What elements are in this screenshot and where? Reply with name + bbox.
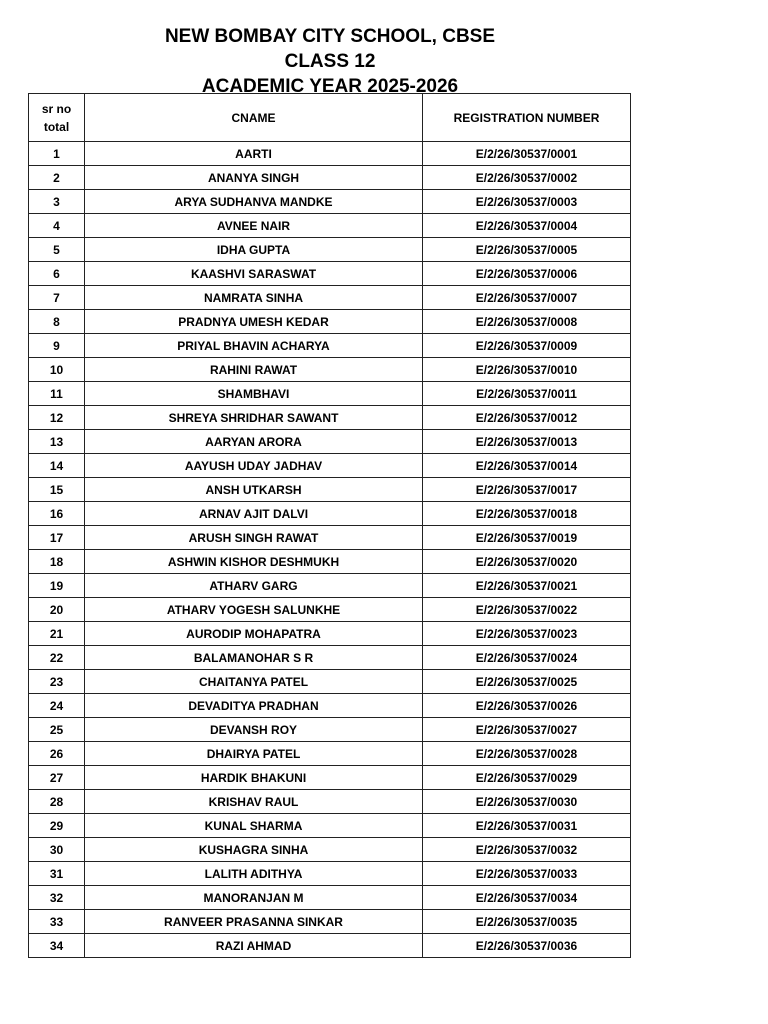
registration-number-cell: E/2/26/30537/0003 — [423, 190, 631, 214]
document-header — [130, 24, 530, 99]
sr-no-cell: 30 — [29, 838, 85, 862]
registration-number-cell: E/2/26/30537/0035 — [423, 910, 631, 934]
class-title: CLASS 12 — [284, 51, 376, 72]
name-cell: DHAIRYA PATEL — [85, 742, 423, 766]
name-cell: LALITH ADITHYA — [85, 862, 423, 886]
registration-number-cell: E/2/26/30537/0031 — [423, 814, 631, 838]
table-row — [29, 598, 631, 622]
table-row — [29, 742, 631, 766]
sr-no-cell: 34 — [29, 934, 85, 958]
sr-no-cell: 19 — [29, 574, 85, 598]
registration-number-cell: E/2/26/30537/0020 — [423, 550, 631, 574]
name-cell: ANANYA SINGH — [85, 166, 423, 190]
table-row — [29, 262, 631, 286]
registration-number-cell: E/2/26/30537/0006 — [423, 262, 631, 286]
registration-number-cell: E/2/26/30537/0004 — [423, 214, 631, 238]
name-cell: ATHARV YOGESH SALUNKHE — [85, 598, 423, 622]
name-cell: ATHARV GARG — [85, 574, 423, 598]
table-row — [29, 478, 631, 502]
sr-no-cell: 16 — [29, 502, 85, 526]
name-cell: DEVADITYA PRADHAN — [85, 694, 423, 718]
registration-number-cell: E/2/26/30537/0024 — [423, 646, 631, 670]
table-row — [29, 190, 631, 214]
sr-no-cell: 12 — [29, 406, 85, 430]
sr-no-cell: 7 — [29, 286, 85, 310]
registration-number-cell: E/2/26/30537/0014 — [423, 454, 631, 478]
registration-number-cell: E/2/26/30537/0018 — [423, 502, 631, 526]
name-cell: ARUSH SINGH RAWAT — [85, 526, 423, 550]
name-cell: ANSH UTKARSH — [85, 478, 423, 502]
sr-no-cell: 1 — [29, 142, 85, 166]
registration-number-cell: E/2/26/30537/0026 — [423, 694, 631, 718]
table-row — [29, 214, 631, 238]
name-cell: HARDIK BHAKUNI — [85, 766, 423, 790]
registration-number-cell: E/2/26/30537/0019 — [423, 526, 631, 550]
registration-number-cell: E/2/26/30537/0002 — [423, 166, 631, 190]
sr-no-cell: 24 — [29, 694, 85, 718]
table-row — [29, 166, 631, 190]
registration-number-cell: E/2/26/30537/0001 — [423, 142, 631, 166]
sr-no-cell: 31 — [29, 862, 85, 886]
table-row — [29, 646, 631, 670]
table-row — [29, 502, 631, 526]
sr-no-cell: 13 — [29, 430, 85, 454]
table-row — [29, 670, 631, 694]
registration-number-cell: E/2/26/30537/0029 — [423, 766, 631, 790]
registration-number-cell: E/2/26/30537/0022 — [423, 598, 631, 622]
table-row — [29, 430, 631, 454]
name-cell: AARTI — [85, 142, 423, 166]
registration-number-cell: E/2/26/30537/0013 — [423, 430, 631, 454]
sr-no-cell: 20 — [29, 598, 85, 622]
name-cell: DEVANSH ROY — [85, 718, 423, 742]
name-cell: RAZI AHMAD — [85, 934, 423, 958]
name-cell: KUSHAGRA SINHA — [85, 838, 423, 862]
sr-no-cell: 2 — [29, 166, 85, 190]
registration-number-cell: E/2/26/30537/0009 — [423, 334, 631, 358]
table-row — [29, 454, 631, 478]
registration-number-cell: E/2/26/30537/0010 — [423, 358, 631, 382]
registration-number-cell: E/2/26/30537/0025 — [423, 670, 631, 694]
student-registration-table — [28, 93, 631, 958]
table-row — [29, 886, 631, 910]
table-row — [29, 838, 631, 862]
registration-number-cell: E/2/26/30537/0030 — [423, 790, 631, 814]
table-row — [29, 286, 631, 310]
sr-no-cell: 10 — [29, 358, 85, 382]
name-cell: AVNEE NAIR — [85, 214, 423, 238]
registration-number-cell: E/2/26/30537/0021 — [423, 574, 631, 598]
sr-no-cell: 3 — [29, 190, 85, 214]
sr-no-cell: 17 — [29, 526, 85, 550]
name-cell: RAHINI RAWAT — [85, 358, 423, 382]
sr-no-cell: 6 — [29, 262, 85, 286]
table-row — [29, 574, 631, 598]
sr-no-cell: 27 — [29, 766, 85, 790]
sr-no-cell: 8 — [29, 310, 85, 334]
table-body — [29, 142, 631, 958]
registration-number-cell: E/2/26/30537/0032 — [423, 838, 631, 862]
sr-no-cell: 32 — [29, 886, 85, 910]
sr-no-cell: 14 — [29, 454, 85, 478]
sr-no-cell: 29 — [29, 814, 85, 838]
name-cell: SHREYA SHRIDHAR SAWANT — [85, 406, 423, 430]
table-row — [29, 358, 631, 382]
column-header-registration-number: REGISTRATION NUMBER — [423, 94, 631, 142]
name-cell: KAASHVI SARASWAT — [85, 262, 423, 286]
table-row — [29, 622, 631, 646]
sr-no-cell: 9 — [29, 334, 85, 358]
name-cell: KUNAL SHARMA — [85, 814, 423, 838]
sr-no-cell: 21 — [29, 622, 85, 646]
registration-number-cell: E/2/26/30537/0005 — [423, 238, 631, 262]
registration-number-cell: E/2/26/30537/0017 — [423, 478, 631, 502]
registration-number-cell: E/2/26/30537/0027 — [423, 718, 631, 742]
sr-no-cell: 26 — [29, 742, 85, 766]
name-cell: AURODIP MOHAPATRA — [85, 622, 423, 646]
registration-number-cell: E/2/26/30537/0023 — [423, 622, 631, 646]
table-row — [29, 550, 631, 574]
table-row — [29, 814, 631, 838]
sr-no-cell: 33 — [29, 910, 85, 934]
name-cell: BALAMANOHAR S R — [85, 646, 423, 670]
name-cell: CHAITANYA PATEL — [85, 670, 423, 694]
name-cell: PRIYAL BHAVIN ACHARYA — [85, 334, 423, 358]
table-row — [29, 934, 631, 958]
sr-no-cell: 5 — [29, 238, 85, 262]
sr-no-cell: 15 — [29, 478, 85, 502]
table-row — [29, 382, 631, 406]
registration-number-cell: E/2/26/30537/0034 — [423, 886, 631, 910]
sr-no-cell: 25 — [29, 718, 85, 742]
name-cell: AAYUSH UDAY JADHAV — [85, 454, 423, 478]
registration-number-cell: E/2/26/30537/0012 — [423, 406, 631, 430]
table-row — [29, 406, 631, 430]
name-cell: KRISHAV RAUL — [85, 790, 423, 814]
name-cell: ASHWIN KISHOR DESHMUKH — [85, 550, 423, 574]
school-name: NEW BOMBAY CITY SCHOOL, CBSE — [164, 26, 496, 47]
table-row — [29, 310, 631, 334]
registration-number-cell: E/2/26/30537/0007 — [423, 286, 631, 310]
name-cell: IDHA GUPTA — [85, 238, 423, 262]
registration-number-cell: E/2/26/30537/0036 — [423, 934, 631, 958]
table-row — [29, 526, 631, 550]
name-cell: SHAMBHAVI — [85, 382, 423, 406]
table-row — [29, 862, 631, 886]
name-cell: NAMRATA SINHA — [85, 286, 423, 310]
sr-no-cell: 18 — [29, 550, 85, 574]
column-header-cname: CNAME — [85, 94, 423, 142]
name-cell: AARYAN ARORA — [85, 430, 423, 454]
table-row — [29, 238, 631, 262]
name-cell: ARNAV AJIT DALVI — [85, 502, 423, 526]
table-row — [29, 718, 631, 742]
registration-number-cell: E/2/26/30537/0011 — [423, 382, 631, 406]
table-row — [29, 910, 631, 934]
name-cell: RANVEER PRASANNA SINKAR — [85, 910, 423, 934]
table-row — [29, 334, 631, 358]
sr-no-cell: 28 — [29, 790, 85, 814]
name-cell: PRADNYA UMESH KEDAR — [85, 310, 423, 334]
name-cell: MANORANJAN M — [85, 886, 423, 910]
registration-number-cell: E/2/26/30537/0008 — [423, 310, 631, 334]
table-header-row — [29, 94, 631, 142]
sr-no-cell: 11 — [29, 382, 85, 406]
name-cell: ARYA SUDHANVA MANDKE — [85, 190, 423, 214]
table-row — [29, 790, 631, 814]
sr-no-cell: 23 — [29, 670, 85, 694]
sr-no-cell: 4 — [29, 214, 85, 238]
academic-year: ACADEMIC YEAR 2025-2026 — [201, 76, 459, 97]
column-header-sr-no-label: sr no total — [41, 101, 72, 134]
table-row — [29, 766, 631, 790]
registration-number-cell: E/2/26/30537/0033 — [423, 862, 631, 886]
registration-number-cell: E/2/26/30537/0028 — [423, 742, 631, 766]
table-row — [29, 694, 631, 718]
sr-no-cell: 22 — [29, 646, 85, 670]
table-row — [29, 142, 631, 166]
column-header-sr-no — [29, 94, 85, 142]
